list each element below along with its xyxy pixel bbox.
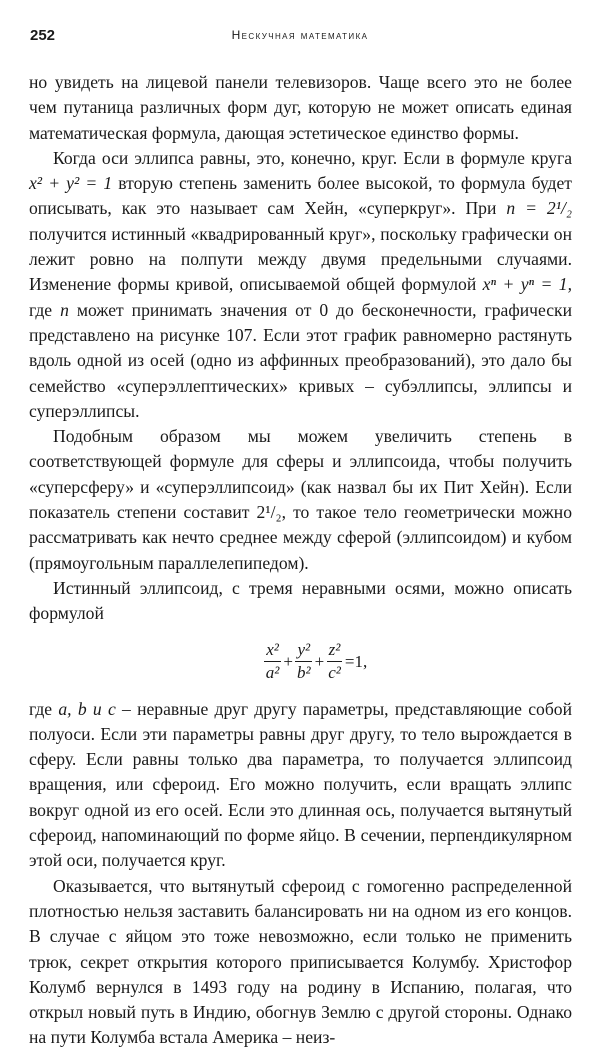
inline-formula-exponent-2: 2¹/₂ (256, 502, 282, 523)
running-title: Нескучная математика (231, 28, 369, 42)
text-segment: вторую степень заменить более высокой, то формула будет описывать, как это называет сам Хейн, «суперкруг». При (29, 173, 572, 219)
paragraph-3 (29, 424, 572, 576)
numerator-x: x² (264, 639, 281, 662)
text-segment: Когда оси эллипса равны, это, конечно, круг. Если в формуле круга (53, 147, 572, 168)
text-segment: может принимать значения от 0 до бесконечности, графически представлено на рисунке 107. Если этот график равномерно растянуть вдоль одной из осей (одно из аффинных преобразований), это дало бы семейство «суперэллептических» кривых – субэллипсы, эллипсы и суперэллипсы. (29, 299, 573, 421)
numerator-y: y² (295, 639, 312, 662)
equals-one: =1, (344, 651, 368, 671)
page-number: 252 (30, 27, 56, 44)
numerator-z: z² (327, 639, 343, 662)
text-segment: Подобным образом мы можем увеличить степень в соответствующей формуле для сферы и эллипсоида, чтобы получить «суперсферу» и «суперэллипсоид» (как назвал бы их Пит Хейн). Если показатель степени составит (29, 426, 572, 523)
ellipsoid-formula (29, 629, 572, 695)
fraction-y (295, 639, 313, 684)
variable-n: n (60, 299, 69, 320)
paragraph-1: но увидеть на лицевой панели телевизоров. Чаще всего это не более чем путаница различных форм дуг, которую не может описать единая математическая формула, дающая эстетическое единство формы. (29, 72, 572, 143)
paragraph-5 (29, 697, 572, 874)
conjunction-and: и (92, 698, 102, 719)
paragraph-2 (29, 146, 572, 424)
denominator-b: b² (297, 663, 311, 683)
fraction-x (264, 639, 282, 684)
paragraph-4: Истинный эллипсоид, с тремя неравными осями, можно описать формулой (29, 577, 572, 624)
paragraph-6: Оказывается, что вытянутый сфероид с гомогенно распределенной плотностью нельзя заставить балансировать ни на одном из его концов. В случае с яйцом это тоже невозможно, если только не применить трюк, секрет открытия которого приписывается Колумбу. Христофор Колумб вернулся в 1493 году на родину в Испанию, полагая, что открыл новый путь в Индию, обогнув Землю с другой стороны. Однако на пути Колумба встала Америка – неиз- (29, 875, 572, 1048)
variables-a-b: a, b (58, 698, 87, 719)
page-body (29, 70, 572, 1051)
inline-formula-exponent: n = 2¹/₂ (506, 198, 573, 219)
text-segment: получится истинный «квадрированный круг», поскольку графически он лежит ровно на полпути между двумя предельными случаями. Изменение формы кривой, описываемой общей формулой (29, 223, 572, 295)
denominator-a: a² (265, 663, 280, 683)
plus-sign: + (314, 651, 325, 671)
plus-sign: + (283, 651, 293, 671)
text-segment: где (29, 299, 53, 320)
page-header (30, 27, 570, 49)
text-segment: – неравные друг другу параметры, представляющие собой полуоси. Если эти параметры равны друг другу, то тело вырождается в сферу. Если равны только два параметра, то получается эллипсоид вращения, или сфероид. Его можно получить, если вращать эллипс вокруг одной из его осей. Если это длинная ось, получается вытянутый сфероид, напоминающий по форме яйцо. В сечении, перпендикулярном этой оси, получается круг. (29, 698, 572, 871)
denominator-c: c² (328, 663, 341, 683)
inline-formula-circle: x² + y² = 1 (29, 173, 113, 194)
inline-formula-general: xⁿ + yⁿ = 1, (482, 274, 572, 295)
text-segment: , то такое тело геометрически можно рассматривать как нечто среднее между сферой (эллипсоидом) и кубом (прямоугольным параллелепипедом). (29, 502, 572, 573)
text-segment: где (29, 698, 53, 719)
variable-c: c (107, 698, 116, 719)
fraction-z (326, 639, 343, 684)
